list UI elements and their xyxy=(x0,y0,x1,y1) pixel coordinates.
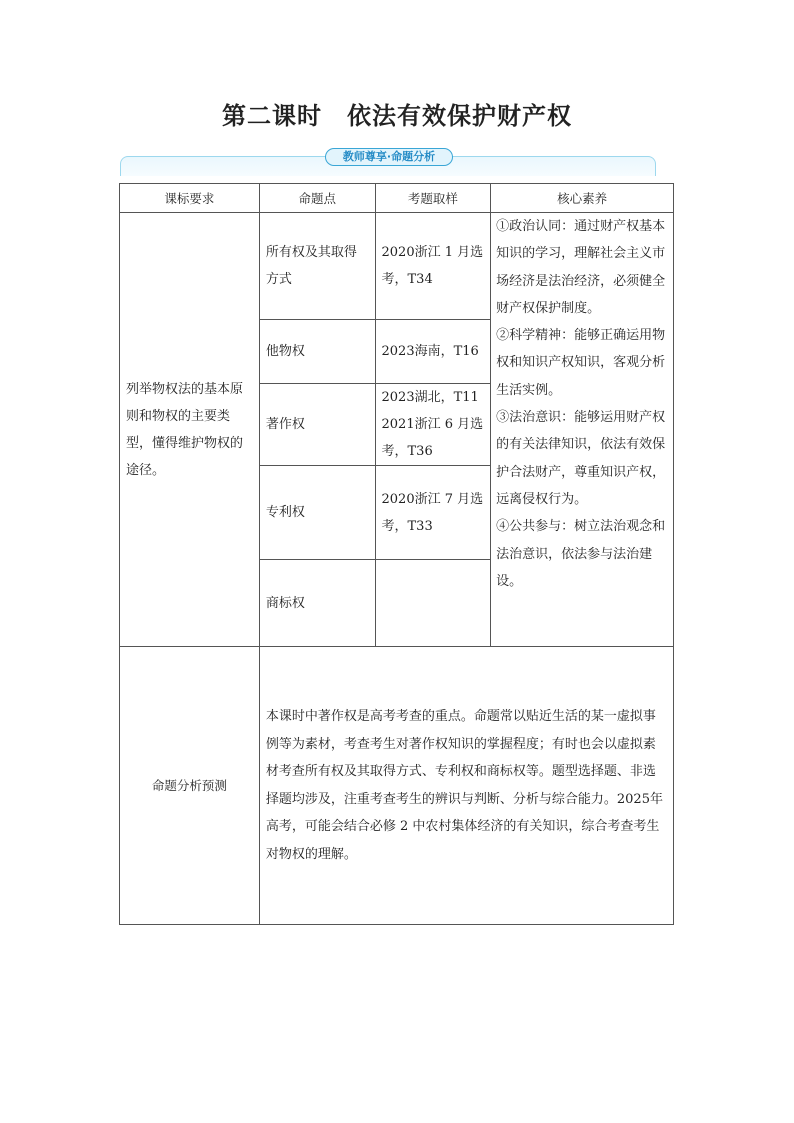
exam-cell: 2020浙江 1 月选考，T34 xyxy=(375,213,491,320)
exam-cell: 2023湖北，T11 2021浙江 6 月选考，T36 xyxy=(375,384,491,466)
requirement-cell: 列举物权法的基本原则和物权的主要类型，懂得维护物权的途径。 xyxy=(120,213,260,647)
point-cell: 著作权 xyxy=(259,384,375,466)
header-exam: 考题取样 xyxy=(375,184,491,213)
header-requirement: 课标要求 xyxy=(120,184,260,213)
table-header-row xyxy=(120,184,674,213)
literacy-item: ①政治认同：通过财产权基本知识的学习，理解社会主义市场经济是法治经济，必须健全财产权保护制度。 xyxy=(496,219,666,316)
point-cell: 商标权 xyxy=(259,560,375,647)
analysis-table xyxy=(119,183,674,925)
literacy-item: ③法治意识：能够运用财产权的有关法律知识，依法有效保护合法财产，尊重知识产权，远离侵权行为。 xyxy=(496,410,666,507)
prediction-text: 本课时中著作权是高考考查的重点。命题常以贴近生活的某一虚拟事例等为素材，考查考生对著作权知识的掌握程度；有时也会以虚拟素材考查所有权及其取得方式、专利权和商标权等。题型选择题、非选择题均涉及，注重考查考生的辨识与判断、分析与综合能力。2025年高考，可能会结合必修 2 中农村集体经济的有关知识，综合考查考生对物权的理解。 xyxy=(259,647,673,925)
exam-cell xyxy=(375,560,491,647)
prediction-row xyxy=(120,647,674,925)
table-row xyxy=(120,213,674,320)
exam-cell: 2020浙江 7 月选考，T33 xyxy=(375,466,491,560)
prediction-label: 命题分析预测 xyxy=(120,647,260,925)
header-point: 命题点 xyxy=(259,184,375,213)
literacy-item: ②科学精神：能够正确运用物权和知识产权知识，客观分析生活实例。 xyxy=(496,328,666,398)
exam-cell: 2023海南，T16 xyxy=(375,320,491,384)
header-literacy: 核心素养 xyxy=(491,184,674,213)
page-title: 第二课时 依法有效保护财产权 xyxy=(222,101,572,130)
point-cell: 专利权 xyxy=(259,466,375,560)
point-cell: 他物权 xyxy=(259,320,375,384)
literacy-cell xyxy=(491,213,674,647)
literacy-item: ④公共参与：树立法治观念和法治意识，依法参与法治建设。 xyxy=(496,519,666,589)
point-cell: 所有权及其取得方式 xyxy=(259,213,375,320)
section-banner-label: 教师尊享·命题分析 xyxy=(325,148,453,166)
